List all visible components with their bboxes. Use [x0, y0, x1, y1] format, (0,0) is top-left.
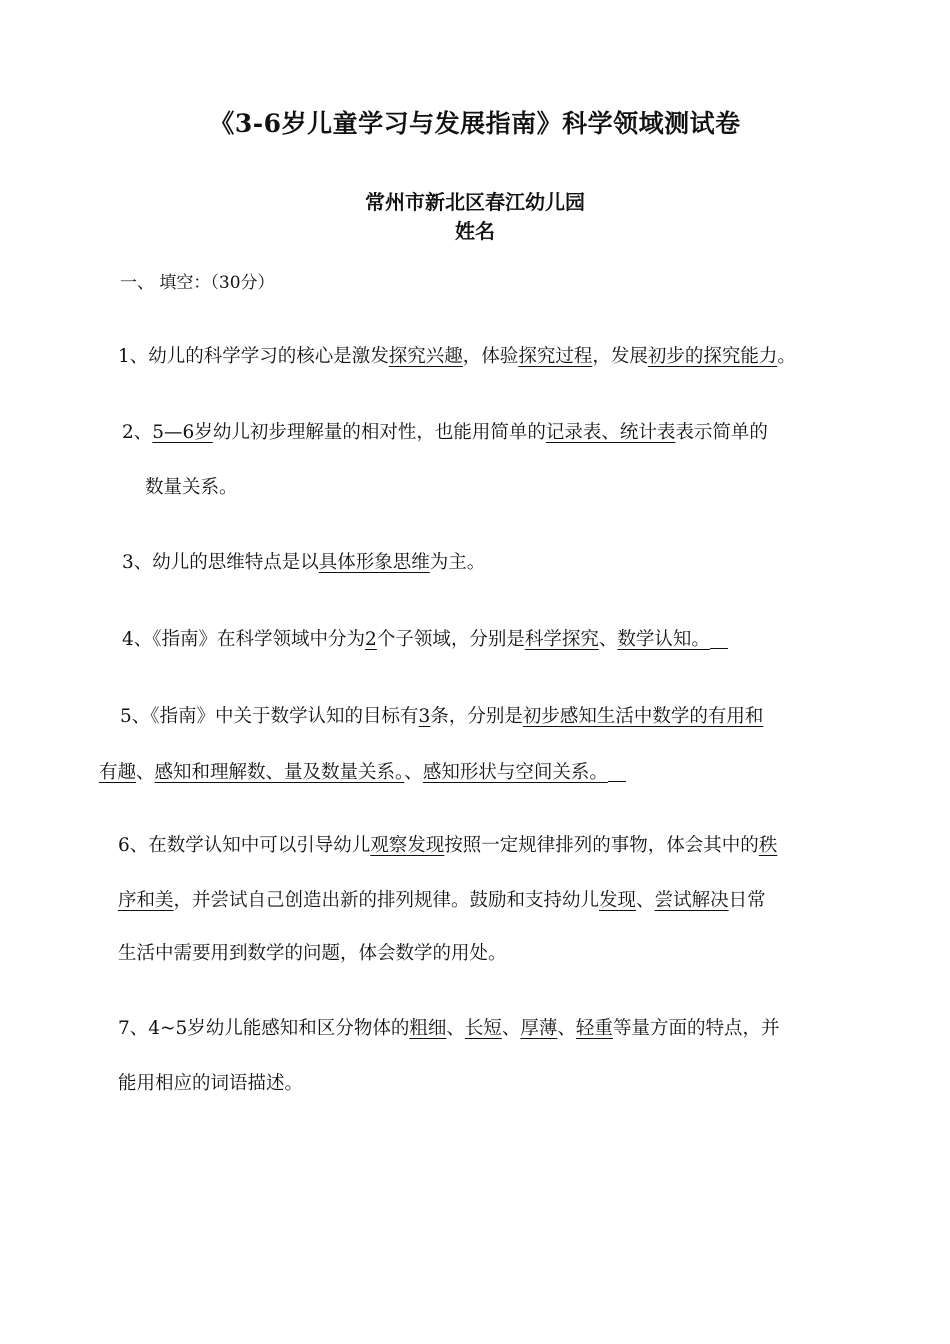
q5-text: 、 — [404, 762, 423, 783]
page-title: 《3-6岁儿童学习与发展指南》科学领域测试卷 — [209, 109, 741, 138]
q6-answer-2: 秩 — [758, 835, 778, 856]
q2-answer-1: 5—6岁 — [152, 422, 213, 443]
q1-answer-2: 探究过程 — [518, 346, 593, 367]
q4-text: 4、《指南》在科学领域中分为 — [122, 629, 366, 650]
q3-text: 3、幼儿的思维特点是以 — [122, 552, 319, 573]
question-4 — [122, 628, 728, 652]
q1-answer-3: 初步的探究能力 — [647, 346, 778, 367]
question-2-cont: 数量关系。 — [145, 477, 238, 498]
q2-text: 2、 — [122, 422, 153, 443]
question-6-cont-2: 生活中需要用到数学的问题，体会数学的用处。 — [118, 943, 507, 964]
q1-text: ，发展 — [592, 346, 648, 367]
q5-answer-3: 感知和理解数、量及数量关系。 — [154, 762, 405, 783]
q7-answer-2: 长短 — [464, 1018, 502, 1039]
question-5 — [120, 705, 763, 729]
q3-answer-1: 具体形象思维 — [318, 552, 430, 573]
q4-blank — [710, 630, 728, 649]
q7-text: 、 — [557, 1018, 576, 1039]
q1-answer-1: 探究兴趣 — [388, 346, 463, 367]
q6-text: ，并尝试自己创造出新的排列规律。鼓励和支持幼儿 — [173, 890, 600, 911]
question-1 — [118, 345, 796, 369]
q7-answer-4: 轻重 — [575, 1018, 613, 1039]
q5-answer-4: 感知形状与空间关系。 — [422, 762, 608, 783]
q5-blank — [608, 763, 626, 782]
question-7 — [118, 1017, 779, 1041]
q4-answer-1: 2 — [365, 629, 377, 650]
section-heading: 一、 填空：（30分） — [120, 273, 275, 293]
q4-answer-2: 科学探究 — [524, 629, 599, 650]
question-3 — [122, 551, 485, 575]
q2-text: 表示简单的 — [675, 422, 768, 443]
q6-answer-2-cont: 序和美 — [118, 890, 174, 911]
q6-text: 按照一定规律排列的事物，体会其中的 — [444, 835, 759, 856]
question-6-cont — [118, 889, 766, 913]
question-7-cont: 能用相应的词语描述。 — [118, 1073, 304, 1094]
q7-text: 、 — [446, 1018, 465, 1039]
q1-text: ，体验 — [462, 346, 519, 367]
q7-answer-3: 厚薄 — [520, 1018, 558, 1039]
name-label: 姓名 — [455, 219, 495, 243]
q2-answer-2: 记录表、统计表 — [545, 422, 676, 443]
q5-text: 5、《指南》中关于数学认知的目标有 — [120, 706, 419, 727]
q6-answer-1: 观察发现 — [370, 835, 445, 856]
question-5-cont — [99, 761, 626, 785]
question-2 — [122, 421, 768, 445]
q6-answer-3: 发现 — [599, 890, 637, 911]
q5-answer-2-cont: 有趣 — [99, 762, 137, 783]
q6-text: 、 — [636, 890, 655, 911]
q2-text: 幼儿初步理解量的相对性，也能用简单的 — [212, 422, 546, 443]
q6-text: 日常 — [728, 890, 766, 911]
q4-text: 个子领域，分别是 — [376, 629, 525, 650]
q4-answer-3: 数学认知。 — [617, 629, 710, 650]
q5-text: 、 — [136, 762, 155, 783]
q7-text: 等量方面的特点，并 — [612, 1018, 780, 1039]
q5-text: 条，分别是 — [430, 706, 523, 727]
q1-text: 。 — [777, 346, 796, 367]
q5-answer-2: 初步感知生活中数学的有用和 — [522, 706, 764, 727]
q5-answer-1: 3 — [418, 706, 431, 727]
q6-text: 6、在数学认知中可以引导幼儿 — [118, 835, 371, 856]
q7-text: 、 — [501, 1018, 521, 1039]
q3-text: 为主。 — [429, 552, 486, 573]
q7-text: 7、4~5岁幼儿能感知和区分物体的 — [118, 1018, 410, 1039]
school-name: 常州市新北区春江幼儿园 — [365, 190, 585, 214]
q6-answer-4: 尝试解决 — [654, 890, 729, 911]
q4-text: 、 — [598, 629, 618, 650]
q7-answer-1: 粗细 — [409, 1018, 447, 1039]
q1-text: 1、幼儿的科学学习的核心是激发 — [118, 346, 389, 367]
question-6 — [118, 834, 777, 858]
